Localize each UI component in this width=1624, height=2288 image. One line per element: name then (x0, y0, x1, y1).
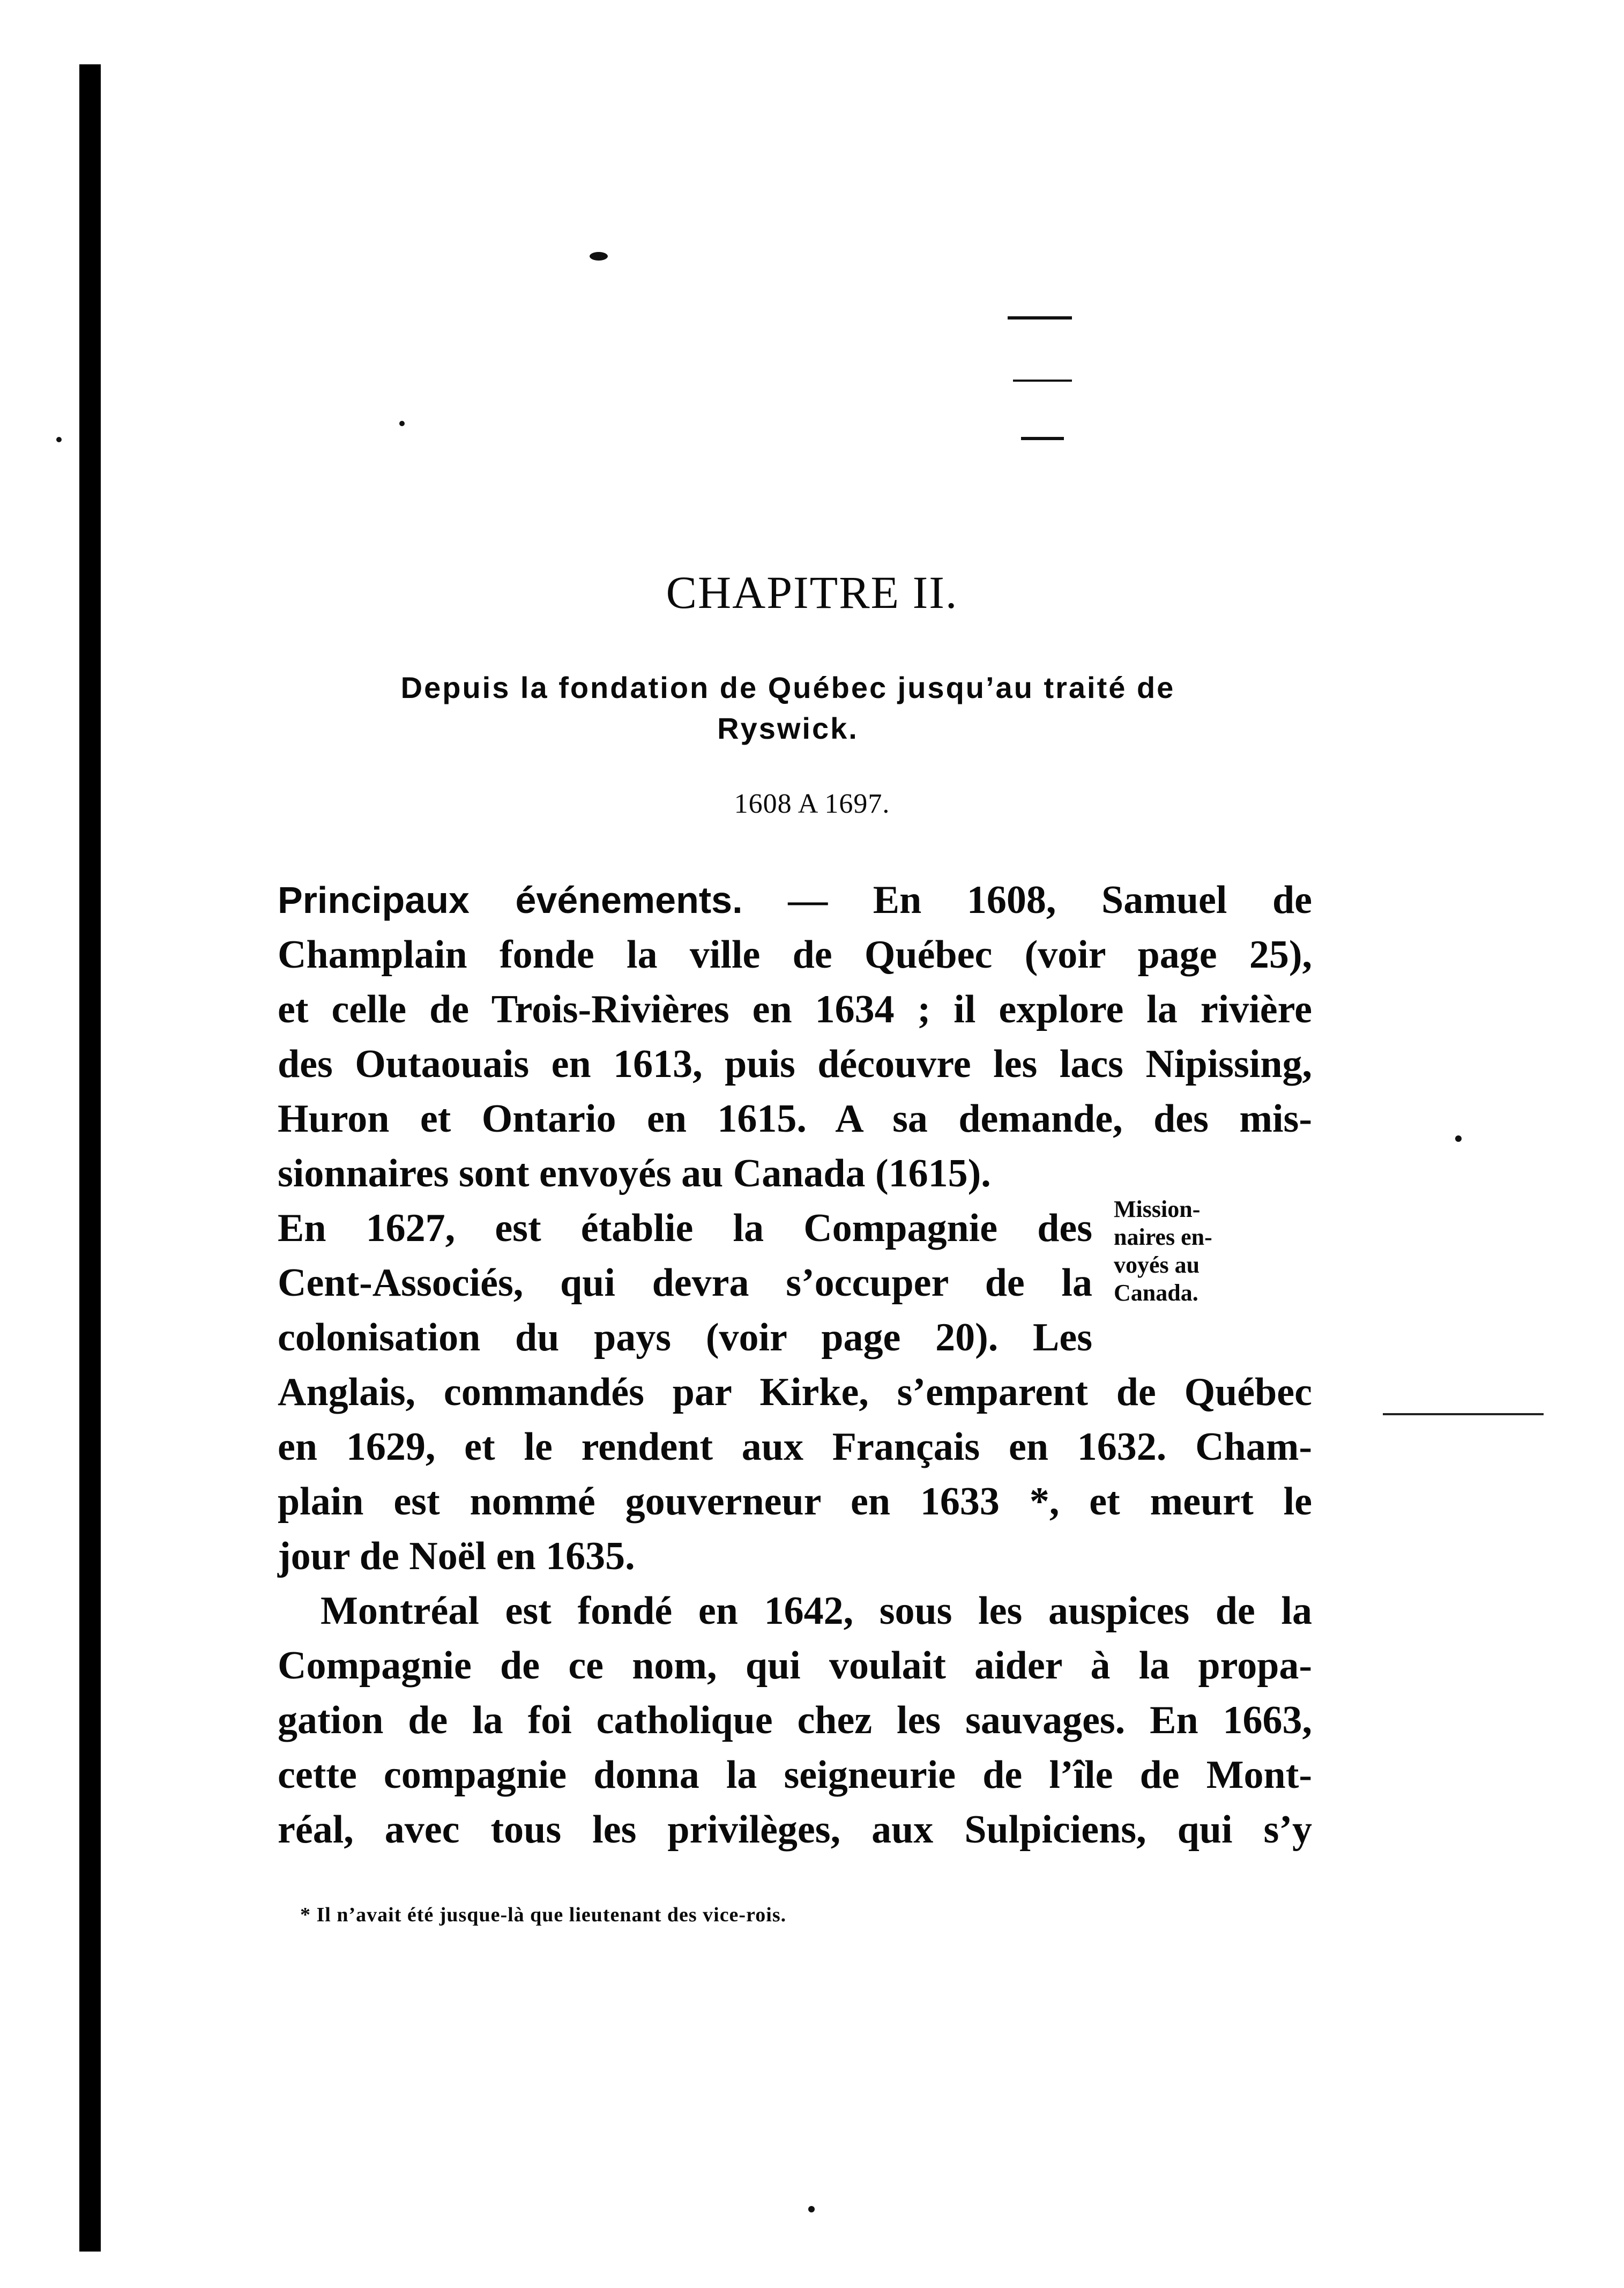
margin-rule (1383, 1413, 1544, 1415)
margin-note-line: voyés au (1114, 1252, 1200, 1278)
section-lead: Principaux événements. (278, 879, 743, 921)
body-line: Anglais, commandés par Kirke, s’emparent de Québec (278, 1370, 1312, 1414)
body-line: En 1627, est établie la Compagnie des (278, 1206, 1092, 1250)
scan-mark (1021, 437, 1064, 440)
body-line: des Outaouais en 1613, puis découvre les lacs Nipissing, (278, 1042, 1312, 1086)
margin-note (1114, 1195, 1307, 1307)
body-line: en 1629, et le rendent aux Français en 1632. Cham- (278, 1425, 1312, 1469)
scan-speck (399, 421, 405, 426)
body-line: réal, avec tous les privilèges, aux Sulpiciens, qui s’y (278, 1808, 1312, 1852)
body-line: et celle de Trois-Rivières en 1634 ; il explore la rivière (278, 987, 1312, 1031)
body-line: Champlain fonde la ville de Québec (voir page 25), (278, 933, 1312, 977)
body-line: sionnaires sont envoyés au Canada (1615). (278, 1152, 991, 1195)
chapter-subtitle-line: Depuis la fondation de Québec jusqu’au traité de (400, 671, 1175, 704)
margin-note-line: Mission- (1114, 1196, 1201, 1222)
body-line-text: — En 1608, Samuel de (788, 878, 1313, 922)
body-line (278, 873, 1312, 927)
footnote: * Il n’avait été jusque-là que lieutenant des vice-rois. (300, 1904, 787, 1926)
scan-speck (590, 252, 608, 261)
body-line: Compagnie de ce nom, qui voulait aider à la propa- (278, 1644, 1312, 1688)
scan-speck (1455, 1135, 1462, 1142)
body-line: Montréal est fondé en 1642, sous les auspices de la (321, 1589, 1312, 1633)
body-line: colonisation du pays (voir page 20). Les (278, 1316, 1092, 1360)
chapter-subtitle-line: Ryswick. (717, 711, 859, 745)
scan-speck (808, 2206, 815, 2212)
margin-note-line: Canada. (1114, 1280, 1198, 1306)
body-line: Huron et Ontario en 1615. A sa demande, des mis- (278, 1097, 1312, 1141)
body-line: Cent-Associés, qui devra s’occuper de la (278, 1261, 1092, 1305)
body-line: gation de la foi catholique chez les sauvages. En 1663, (278, 1698, 1312, 1742)
scan-mark (1013, 380, 1072, 382)
chapter-title: CHAPITRE II. (666, 567, 958, 618)
scan-speck (56, 437, 62, 442)
body-line: plain est nommé gouverneur en 1633 *, et meurt le (278, 1480, 1312, 1524)
body-line: jour de Noël en 1635. (278, 1534, 635, 1578)
body-text (278, 873, 1312, 1857)
scan-mark (1008, 316, 1072, 320)
chapter-subtitle (279, 667, 1297, 749)
body-line: cette compagnie donna la seigneurie de l’île de Mont- (278, 1753, 1312, 1797)
chapter-dates: 1608 A 1697. (734, 789, 890, 819)
margin-note-line: naires en- (1114, 1224, 1212, 1250)
book-spine-shadow (79, 64, 101, 2252)
